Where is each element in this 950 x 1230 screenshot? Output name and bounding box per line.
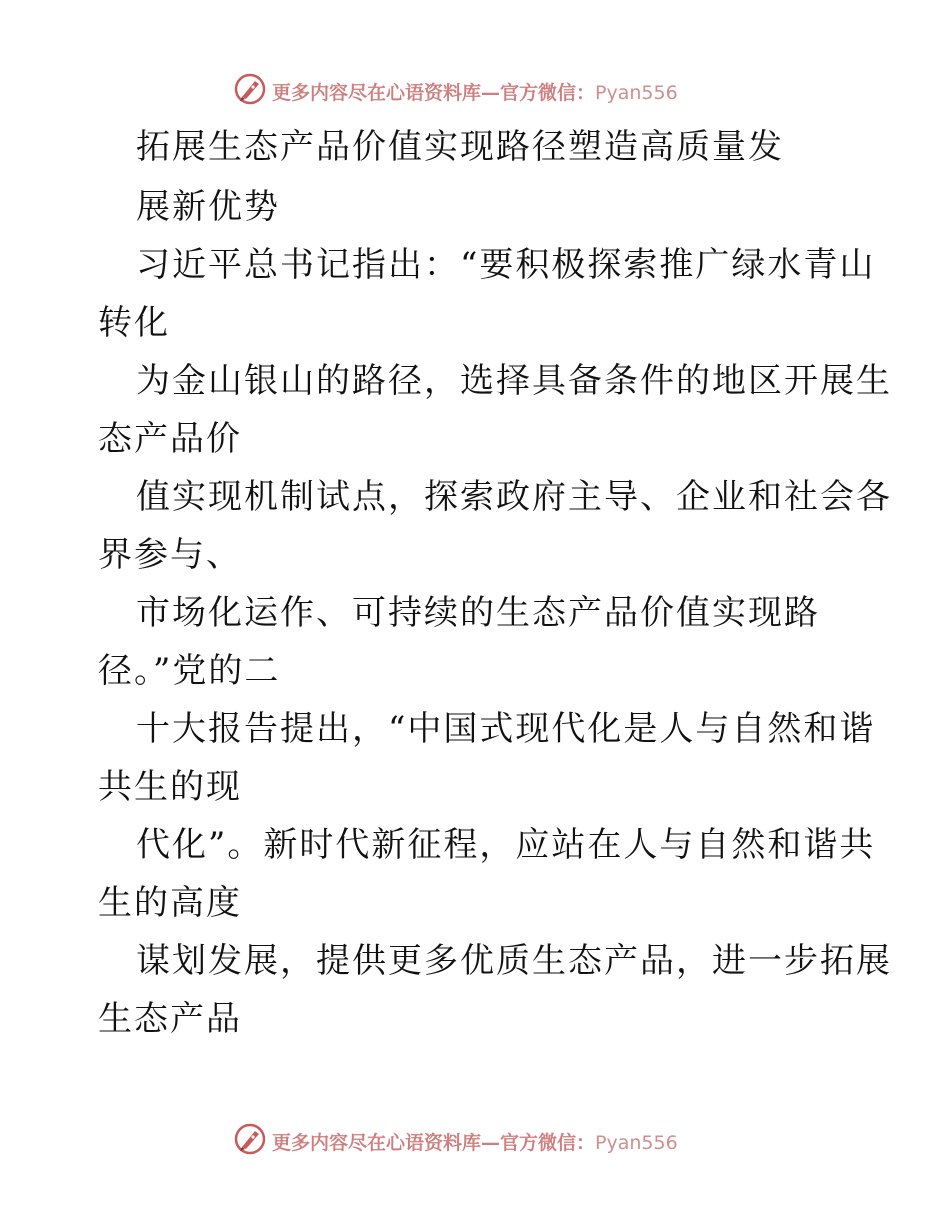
footer-watermark-banner [0,1120,950,1160]
doc-title-line-2: 展新优势 [136,187,280,227]
pen-nib-logo-icon [233,1122,267,1156]
watermark-dash: — [481,82,501,104]
paragraph-line: 径。”党的二 [98,651,281,691]
paragraph-line: 态产品价 [98,419,242,459]
doc-title-line-1: 拓展生态产品价值实现路径塑造高质量发 [136,127,784,167]
paragraph-line: 十大报告提出，“中国式现代化是人与自然和谐 [136,709,876,749]
watermark-text [272,78,678,105]
watermark-wechat-label: 官方微信： [500,82,596,104]
watermark-wechat-id: Pyan556 [595,1132,678,1154]
paragraph-line: 值实现机制试点，探索政府主导、企业和社会各 [136,477,892,517]
watermark-wechat-label: 官方微信： [500,1132,596,1154]
paragraph-line: 生态产品 [98,999,242,1039]
paragraph-line: 转化 [98,303,170,343]
paragraph-line: 界参与、 [98,535,242,575]
watermark-slogan: 更多内容尽在心语资料库 [272,82,482,104]
header-watermark-banner [0,70,950,110]
paragraph-line: 为金山银山的路径，选择具备条件的地区开展生 [136,361,892,401]
pen-nib-logo-icon [233,72,267,106]
watermark-dash: — [481,1132,501,1154]
paragraph-line: 共生的现 [98,767,242,807]
paragraph-line: 市场化运作、可持续的生态产品价值实现路 [136,593,820,633]
watermark-text [272,1128,678,1155]
paragraph-line: 谋划发展，提供更多优质生态产品，进一步拓展 [136,941,892,981]
paragraph-line: 习近平总书记指出：“要积极探索推广绿水青山 [136,245,876,285]
paragraph-line: 代化”。新时代新征程，应站在人与自然和谐共 [136,825,876,865]
paragraph-line: 生的高度 [98,883,242,923]
watermark-slogan: 更多内容尽在心语资料库 [272,1132,482,1154]
watermark-wechat-id: Pyan556 [595,82,678,104]
